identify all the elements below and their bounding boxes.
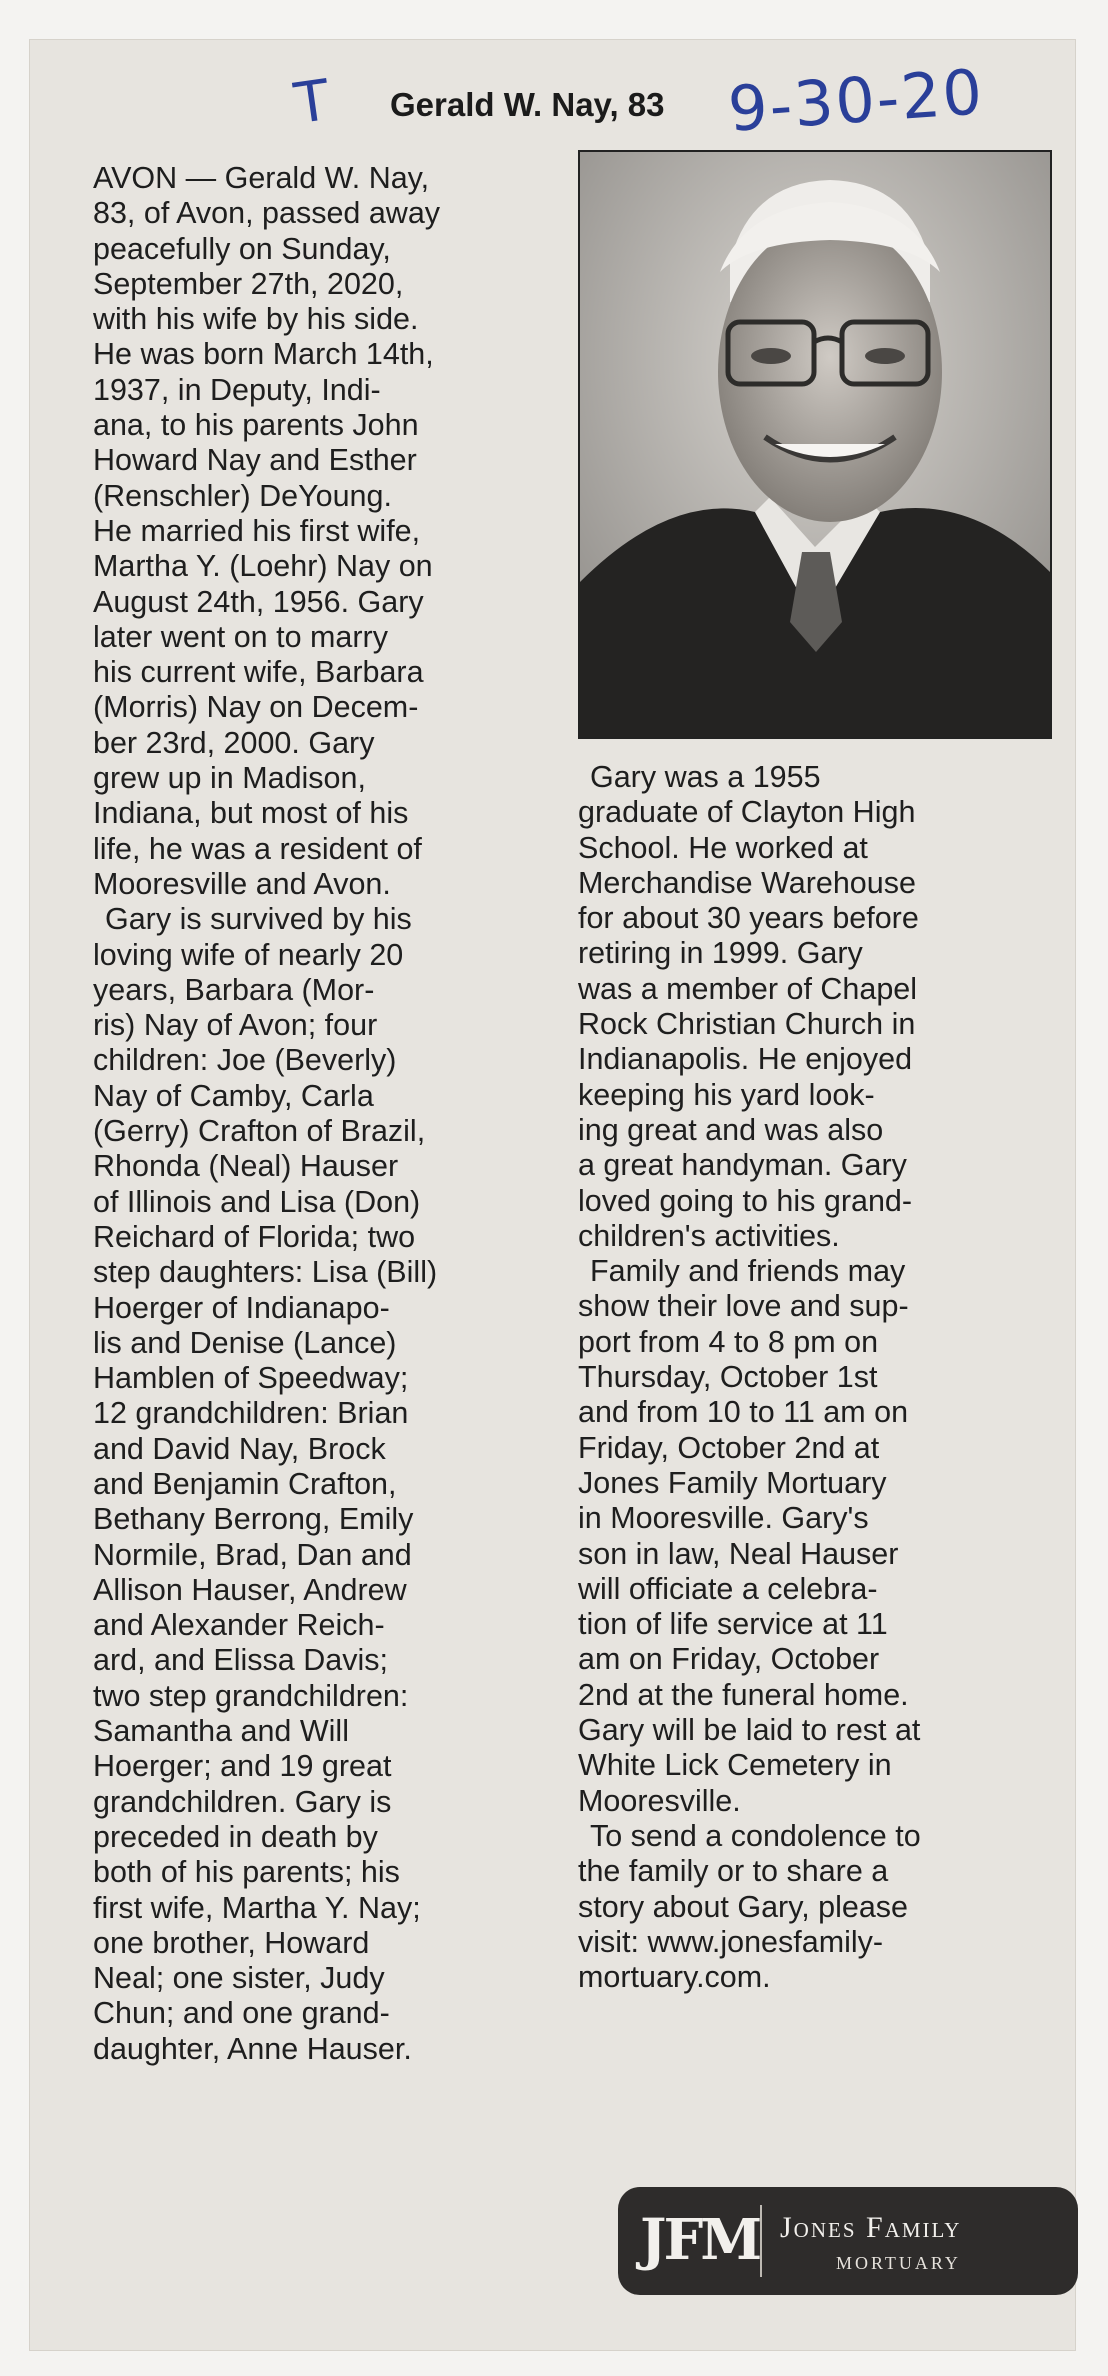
obituary-paragraph-3: Gary was a 1955 graduate of Clayton High School. He worked at Merchandise Warehouse for about 30 years before retiring in 1999. Gary was a member of Chapel Rock Christian Church in Indianapolis. He enjoyed keeping his yard look- ing great and was also a great handyman. Gary loved going to his grand- children's activities. bbox=[578, 760, 919, 1253]
obituary-paragraph-1: AVON — Gerald W. Nay, 83, of Avon, passed away peacefully on Sunday, September 27th, 2020, with his wife by his side. He was born March 14th, 1937, in Deputy, Indi- ana, to his parents John Howard Nay and Esther (Renschler) DeYoung. He married his first wife, Martha Y. (Loehr) Nay on August 24th, 1956. Gary later went on to marry his current wife, Barbara (Morris) Nay on Decem- ber 23rd, 2000. Gary grew up in Madison, Indiana, but most of his life, he was a resident of Mooresville and Avon. bbox=[93, 161, 441, 901]
obituary-paragraph-2: Gary is survived by his loving wife of nearly 20 years, Barbara (Mor- ris) Nay of Avon; four children: Joe (Beverly) Nay of Camby, Carla (Gerry) Crafton of Brazil, Rhonda (Neal) Hauser of Illinois and Lisa (Don) Reichard of Florida; two step daughters: Lisa (Bill) Hoerger of Indianapo- lis and Denise (Lance) Hamblen of Speedway; 12 grandchildren: Brian and David Nay, Brock and Benjamin Crafton, Bethany Berrong, Emily Normile, Brad, Dan and Allison Hauser, Andrew and Alexander Reich- ard, and Elissa Davis; two step grandchildren: Samantha and Will Hoerger; and 19 great grandchildren. Gary is preceded in death by both of his parents; his first wife, Martha Y. Nay; one brother, Howard Neal; one sister, Judy Chun; and one grand- daughter, Anne Hauser. bbox=[93, 902, 438, 2066]
logo-divider bbox=[760, 2205, 762, 2277]
logo-mark: JFM bbox=[640, 2207, 760, 2273]
handwritten-mark: T bbox=[290, 67, 334, 138]
logo-subtitle: MORTUARY bbox=[836, 2253, 961, 2273]
handwritten-date: 9-30-20 bbox=[725, 55, 987, 146]
obituary-paragraph-5: To send a condolence to the family or to share a story about Gary, please visit: www.jonesfamily- mortuary.com. bbox=[578, 1818, 921, 1995]
portrait-image bbox=[580, 152, 1050, 737]
right-column bbox=[578, 760, 1088, 1995]
left-column bbox=[93, 161, 563, 2067]
portrait-photo bbox=[578, 150, 1052, 739]
logo-name: Jones Family bbox=[780, 2211, 962, 2244]
obituary-paragraph-4: Family and friends may show their love and sup- port from 4 to 8 pm on Thursday, October 1st and from 10 to 11 am on Friday, October 2nd at Jones Family Mortuary in Mooresville. Gary's son in law, Neal Hauser will officiate a celebra- tion of life service at 11 am on Friday, October 2nd at the funeral home. Gary will be laid to rest at White Lick Cemetery in Mooresville. bbox=[578, 1254, 921, 1818]
mortuary-logo bbox=[618, 2187, 1078, 2295]
obituary-title: Gerald W. Nay, 83 bbox=[390, 86, 665, 123]
